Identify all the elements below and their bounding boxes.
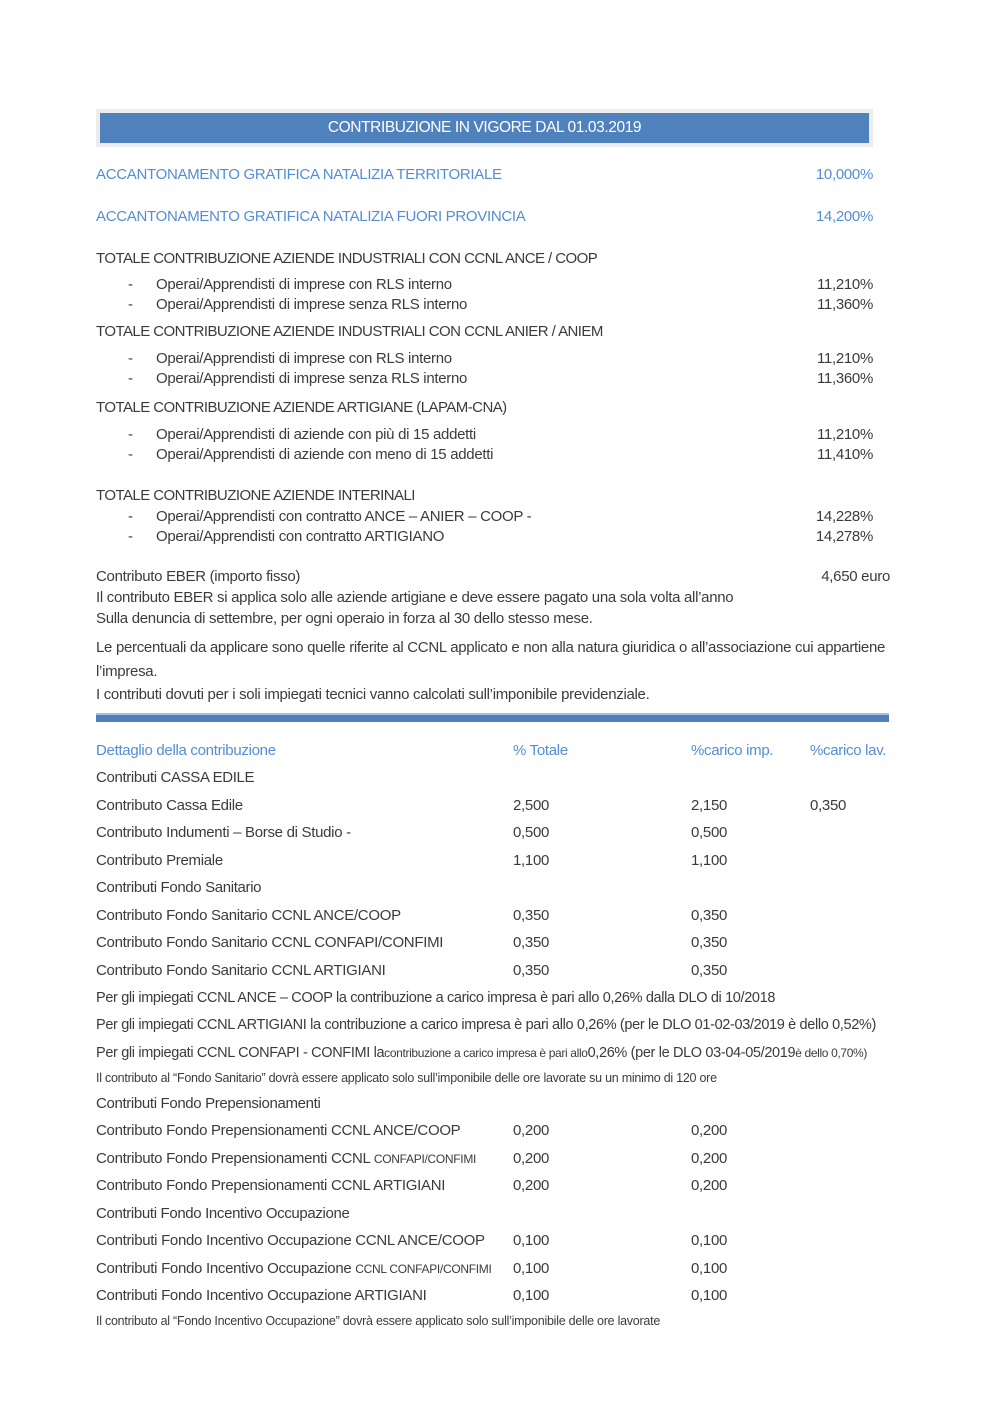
document-content [96, 0, 890, 1333]
row-totale: 0,100 [513, 1259, 550, 1277]
gratifica-fuori-provincia-row [96, 207, 873, 227]
table-row [96, 1117, 890, 1145]
item-label: Operai/Apprendisti con contratto ARTIGIANO [156, 528, 445, 545]
row-label: Contributo Fondo Prepensionamenti CCNL ANCE/COOP [96, 1122, 461, 1140]
row-totale: 2,500 [513, 796, 550, 814]
table-row [96, 1255, 890, 1283]
title-bar-frame [96, 109, 873, 147]
row-totale: 0,350 [513, 961, 550, 979]
table-row [96, 1227, 890, 1255]
table-row [96, 792, 890, 820]
row-carico-imp: 0,350 [691, 934, 728, 952]
table-row [96, 1282, 890, 1310]
group-title-anier-aniem: TOTALE CONTRIBUZIONE AZIENDE INDUSTRIALI CON CCNL ANIER / ANIEM [96, 323, 603, 340]
row-label: Contributo Premiale [96, 851, 223, 869]
paragraph-impiegati-tecnici: I contributi dovuti per i soli impiegati tecnici vanno calcolati sull’imponibile previdenziale. [96, 686, 650, 703]
table-section-row [96, 1200, 890, 1228]
table-section-row [96, 764, 890, 792]
section-divider-bar [96, 713, 889, 722]
row-totale: 0,100 [513, 1287, 550, 1305]
column-header-dettaglio: Dettaglio della contribuzione [96, 742, 276, 759]
group-title-artigiane: TOTALE CONTRIBUZIONE AZIENDE ARTIGIANE (LAPAM-CNA) [96, 399, 507, 416]
section-label: Contributi Fondo Prepensionamenti [96, 1094, 321, 1112]
row-label: Contributo Fondo Sanitario CCNL ANCE/COOP [96, 906, 401, 924]
eber-label: Contributo EBER (importo fisso) [96, 568, 301, 585]
list-item [96, 445, 873, 465]
row-totale: 0,200 [513, 1122, 550, 1140]
row-label-small: CONFAPI/CONFIMI [373, 1151, 477, 1166]
row-totale: 0,350 [513, 934, 550, 952]
row-totale: 0,200 [513, 1177, 550, 1195]
row-totale: 0,500 [513, 824, 550, 842]
list-item [96, 527, 873, 547]
item-value: 11,210% [816, 276, 873, 293]
item-value: 11,210% [816, 350, 873, 367]
row-totale: 0,200 [513, 1149, 550, 1167]
gratifica-territoriale-label: ACCANTONAMENTO GRATIFICA NATALIZIA TERRITORIALE [96, 166, 502, 183]
section-label: Contributi Fondo Sanitario [96, 879, 262, 897]
row-carico-imp: 2,150 [691, 796, 728, 814]
item-value: 14,278% [815, 528, 873, 545]
item-label: Operai/Apprendisti di aziende con più di 15 addetti [156, 426, 476, 443]
row-carico-imp: 0,350 [691, 961, 728, 979]
bullet-dash: - [128, 296, 133, 313]
table-row [96, 929, 890, 957]
table-row [96, 957, 890, 985]
row-label: Contributi Fondo Incentivo Occupazione ARTIGIANI [96, 1287, 427, 1305]
row-carico-imp: 0,200 [691, 1177, 728, 1195]
bullet-dash: - [128, 446, 133, 463]
row-carico-imp: 0,200 [691, 1122, 728, 1140]
row-carico-imp: 0,100 [691, 1232, 728, 1250]
row-totale: 0,100 [513, 1232, 550, 1250]
table-note-fondo-sanitario: Il contributo al “Fondo Sanitario” dovrà essere applicato solo sull’imponibile delle ore lavorate su un minimo di 120 ore [96, 1071, 717, 1085]
item-value: 11,360% [816, 370, 873, 387]
row-carico-imp: 0,200 [691, 1149, 728, 1167]
item-label: Operai/Apprendisti di imprese senza RLS interno [156, 370, 468, 387]
item-value: 14,228% [815, 508, 873, 525]
bullet-dash: - [128, 508, 133, 525]
table-header-row [96, 737, 890, 764]
paragraph-percentuali: Le percentuali da applicare sono quelle riferite al CCNL applicato e non alla natura giuridica o all’associazione cui appartiene l’impresa. [96, 639, 886, 680]
table-note-artigiani: Per gli impiegati CCNL ARTIGIANI la contribuzione a carico impresa è pari allo 0,26% (per le DLO 01-02-03/2019 è dello 0,52%) [96, 1017, 876, 1034]
table-row [96, 1172, 890, 1200]
title-bar [100, 113, 869, 143]
group-title-ance-coop: TOTALE CONTRIBUZIONE AZIENDE INDUSTRIALI CON CCNL ANCE / COOP [96, 250, 598, 267]
table-row [96, 1145, 890, 1173]
note-part: Per gli impiegati CCNL CONFAPI - CONFIMI la [96, 1044, 385, 1061]
item-label: Operai/Apprendisti di imprese con RLS interno [156, 276, 452, 293]
eber-note-line1: Il contributo EBER si applica solo alle aziende artigiane e deve essere pagato una sola volta all’anno [96, 589, 734, 606]
row-label: Contributi Fondo Incentivo Occupazione CCNL ANCE/COOP [96, 1232, 485, 1250]
row-label: Contributo Indumenti – Borse di Studio - [96, 824, 351, 842]
item-label: Operai/Apprendisti di imprese con RLS interno [156, 350, 452, 367]
gratifica-fuori-provincia-value: 14,200% [815, 208, 873, 225]
group-title-interinali: TOTALE CONTRIBUZIONE AZIENDE INTERINALI [96, 487, 415, 504]
row-carico-imp: 0,350 [691, 906, 728, 924]
gratifica-territoriale-row [96, 165, 873, 185]
row-carico-imp: 1,100 [691, 851, 728, 869]
note-part: 0,26% (per le DLO 03-04-05/2019 [587, 1044, 796, 1061]
list-item [96, 425, 873, 445]
list-item [96, 275, 873, 295]
table-note-confapi-confimi [96, 1039, 890, 1067]
column-header-carico-imp: %carico imp. [691, 742, 774, 759]
item-label: Operai/Apprendisti di imprese senza RLS interno [156, 296, 468, 313]
list-item [96, 507, 873, 527]
note-part-small: è dello 0,70%) [795, 1045, 868, 1060]
item-label: Operai/Apprendisti con contratto ANCE – ANIER – COOP - [156, 508, 532, 525]
item-value: 11,210% [816, 426, 873, 443]
table-section-row [96, 1090, 890, 1118]
column-header-carico-lav: %carico lav. [810, 742, 887, 759]
column-header-totale: % Totale [513, 742, 568, 759]
list-item [96, 349, 873, 369]
section-label: Contributi Fondo Incentivo Occupazione [96, 1204, 350, 1222]
list-item [96, 369, 873, 389]
note-part-small: contribuzione a carico impresa è pari allo [384, 1045, 588, 1060]
item-value: 11,360% [816, 296, 873, 313]
table-section-row [96, 874, 890, 902]
bullet-dash: - [128, 276, 133, 293]
row-label: Contributo Cassa Edile [96, 796, 243, 814]
table-row [96, 819, 890, 847]
row-totale: 1,100 [513, 851, 550, 869]
gratifica-territoriale-value: 10,000% [815, 166, 873, 183]
table-row [96, 847, 890, 875]
row-carico-imp: 0,100 [691, 1287, 728, 1305]
bullet-dash: - [128, 370, 133, 387]
row-label: Contributo Fondo Prepensionamenti CCNL CONFAPI/CONFIMI [96, 1149, 477, 1167]
row-totale: 0,350 [513, 906, 550, 924]
table-note-incentivo-occupazione: Il contributo al “Fondo Incentivo Occupazione” dovrà essere applicato solo sull’imponibile delle ore lavorate [96, 1314, 661, 1328]
list-item [96, 295, 873, 315]
page-title: CONTRIBUZIONE IN VIGORE DAL 01.03.2019 [327, 119, 642, 136]
row-carico-imp: 0,500 [691, 824, 728, 842]
eber-note-line2: Sulla denuncia di settembre, per ogni operaio in forza al 30 dello stesso mese. [96, 610, 593, 627]
bullet-dash: - [128, 426, 133, 443]
row-label-small: CCNL CONFAPI/CONFIMI [355, 1261, 492, 1276]
eber-row [96, 566, 890, 587]
row-label: Contributo Fondo Sanitario CCNL ARTIGIANI [96, 961, 386, 979]
row-carico-imp: 0,100 [691, 1259, 728, 1277]
item-value: 11,410% [816, 446, 873, 463]
item-label: Operai/Apprendisti di aziende con meno di 15 addetti [156, 446, 494, 463]
eber-value: 4,650 euro [821, 568, 890, 585]
bullet-dash: - [128, 528, 133, 545]
table-note-ance-coop: Per gli impiegati CCNL ANCE – COOP la contribuzione a carico impresa è pari allo 0,26% dalla DLO di 10/2018 [96, 989, 776, 1006]
section-label: Contributi CASSA EDILE [96, 769, 255, 787]
table-row [96, 902, 890, 930]
gratifica-fuori-provincia-label: ACCANTONAMENTO GRATIFICA NATALIZIA FUORI PROVINCIA [96, 208, 526, 225]
row-label: Contributo Fondo Prepensionamenti CCNL ARTIGIANI [96, 1177, 446, 1195]
bullet-dash: - [128, 350, 133, 367]
row-label: Contributo Fondo Sanitario CCNL CONFAPI/CONFIMI [96, 934, 444, 952]
row-carico-lav: 0,350 [810, 796, 847, 814]
row-label: Contributi Fondo Incentivo Occupazione CCNL CONFAPI/CONFIMI [96, 1259, 492, 1277]
